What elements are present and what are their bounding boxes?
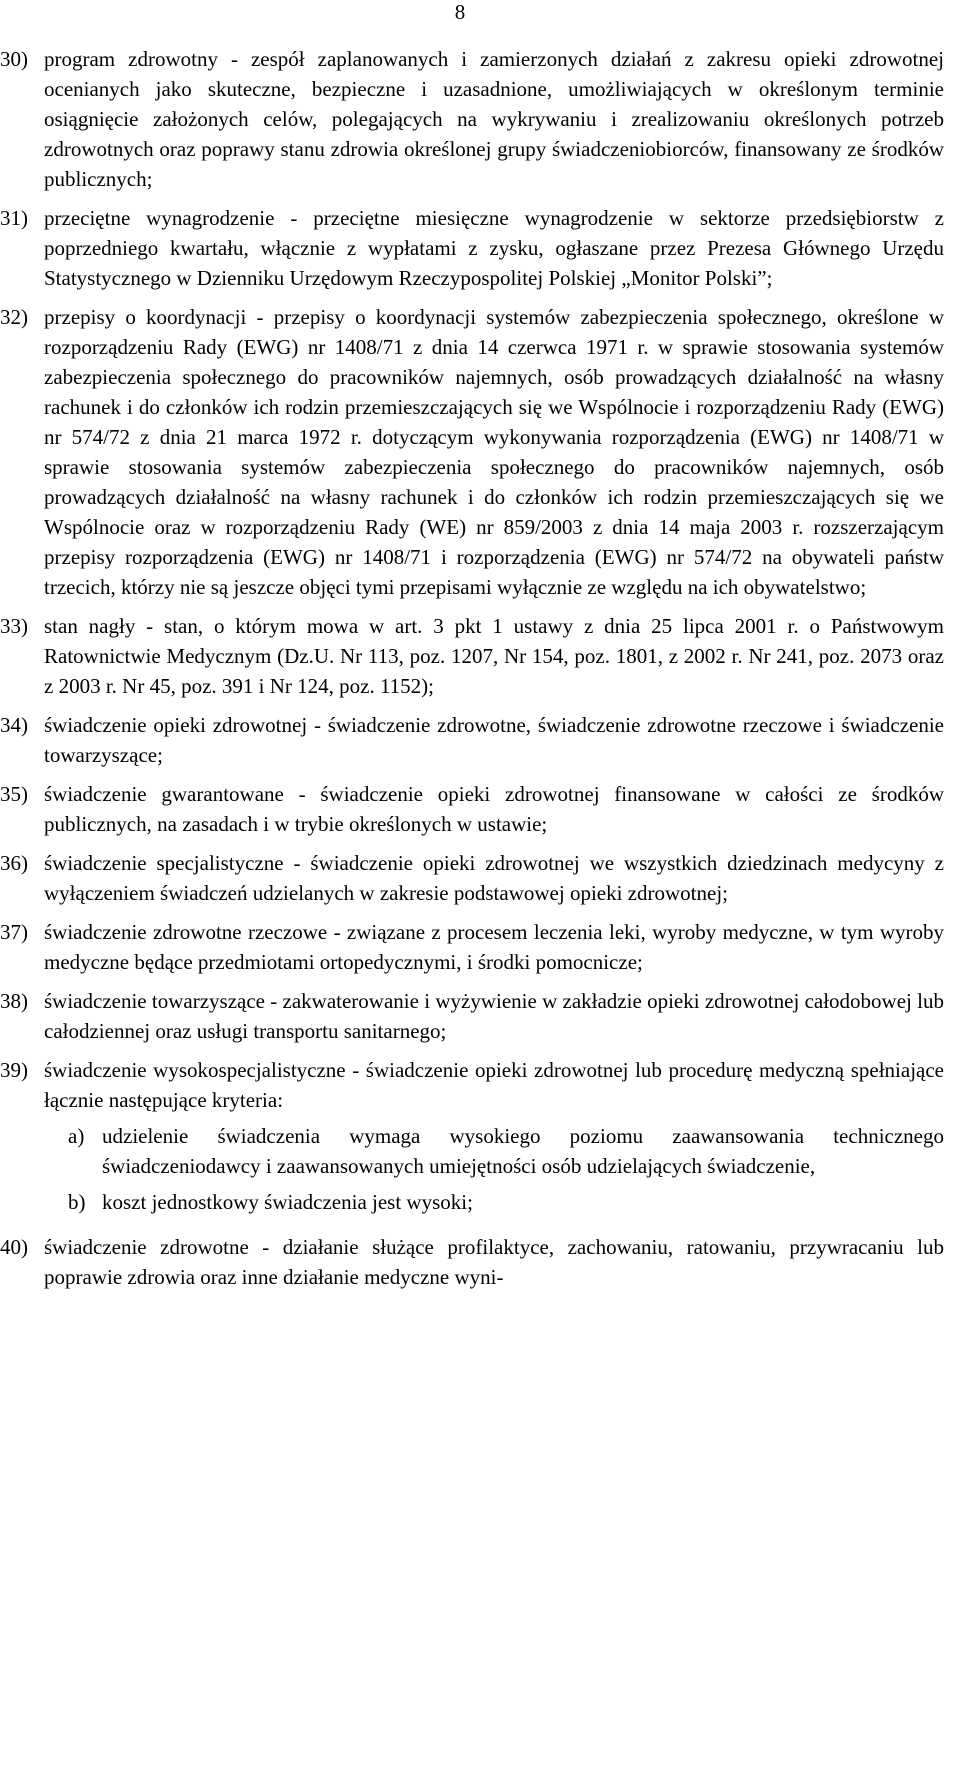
item-number: 39)	[0, 1058, 28, 1082]
definition-item-35	[0, 779, 944, 839]
definition-item-39	[0, 1055, 944, 1223]
item-number: 35)	[0, 782, 28, 806]
item-text: stan nagły - stan, o którym mowa w art. 3 pkt 1 ustawy z dnia 25 lipca 2001 r. o Państwowym Ratownictwie Medycznym (Dz.U. Nr 113, poz. 1207, Nr 154, poz. 1801, z 2002 r. Nr 241, poz. 2073 oraz z 2003 r. Nr 45, poz. 391 i Nr 124, poz. 1152);	[44, 614, 944, 698]
item-number: 40)	[0, 1235, 28, 1259]
criteria-item-a	[68, 1121, 944, 1181]
page-number: 8	[454, 0, 466, 24]
item-number: 31)	[0, 206, 28, 230]
definition-item-34	[0, 710, 944, 770]
item-text: świadczenie specjalistyczne - świadczenie opieki zdrowotnej we wszystkich dziedzinach medycyny z wyłączeniem świadczeń udzielanych w zakresie podstawowej opieki zdrowotnej;	[44, 851, 944, 905]
item-number: 37)	[0, 920, 28, 944]
sub-item-letter: b)	[68, 1190, 86, 1214]
item-number: 33)	[0, 614, 28, 638]
item-number: 34)	[0, 713, 28, 737]
sub-item-text: koszt jednostkowy świadczenia jest wysoki;	[102, 1190, 473, 1214]
document-body	[0, 44, 944, 1301]
item-body	[44, 1055, 944, 1223]
item-text: świadczenie gwarantowane - świadczenie opieki zdrowotnej finansowane w całości ze środków publicznych, na zasadach i w trybie określonych w ustawie;	[44, 782, 944, 836]
item-number: 30)	[0, 47, 28, 71]
item-number: 38)	[0, 989, 28, 1013]
item-text: świadczenie zdrowotne rzeczowe - związane z procesem leczenia leki, wyroby medyczne, w tym wyroby medyczne będące przedmiotami ortopedycznymi, i środki pomocnicze;	[44, 920, 944, 974]
item-number: 36)	[0, 851, 28, 875]
item-text: przepisy o koordynacji - przepisy o koordynacji systemów zabezpieczenia społecznego, określone w rozporządzeniu Rady (EWG) nr 1408/71 z dnia 14 czerwca 1971 r. w sprawie stosowania systemów zabezpieczenia społecznego do pracowników najemnych, osób prowadzących działalność na własny rachunek i do członków ich rodzin przemieszczających się we Wspólnocie i rozporządzeniu Rady (EWG) nr 574/72 z dnia 21 marca 1972 r. dotyczącym wykonywania rozporządzenia (EWG) nr 1408/71 w sprawie stosowania systemów zabezpieczenia społecznego do pracowników najemnych, osób prowadzących działalność na własny rachunek i do członków ich rodzin przemieszczających się we Wspólnocie oraz w rozporządzeniu Rady (WE) nr 859/2003 z dnia 14 maja 2003 r. rozszerzającym przepisy rozporządzenia (EWG) nr 1408/71 i rozporządzenia (EWG) nr 574/72 na obywateli państw trzecich, którzy nie są jeszcze objęci tymi przepisami wyłącznie ze względu na ich obywatelstwo;	[44, 305, 944, 599]
sub-item-letter: a)	[68, 1124, 85, 1148]
definition-item-30	[0, 44, 944, 194]
sub-item-text: udzielenie świadczenia wymaga wysokiego poziomu zaawansowania technicznego świadczeniodawcy i zaawansowanych umiejętności osób udzielających świadczenie,	[102, 1124, 944, 1178]
item-text: świadczenie zdrowotne - działanie służące profilaktyce, zachowaniu, ratowaniu, przywracaniu lub poprawie zdrowia oraz inne działanie medyczne wyni-	[44, 1235, 944, 1289]
item-text: przeciętne wynagrodzenie - przeciętne miesięczne wynagrodzenie w sektorze przedsiębiorstw z poprzedniego kwartału, włącznie z wypłatami z zysku, ogłaszane przez Prezesa Głównego Urzędu Statystycznego w Dzienniku Urzędowym Rzeczypospolitej Polskiej „Monitor Polski”;	[44, 206, 944, 290]
item-text: świadczenie opieki zdrowotnej - świadczenie zdrowotne, świadczenie zdrowotne rzeczowe i świadczenie towarzyszące;	[44, 713, 944, 767]
definition-item-36	[0, 848, 944, 908]
item-number: 32)	[0, 305, 28, 329]
definition-item-37	[0, 917, 944, 977]
criteria-list	[68, 1121, 944, 1217]
definition-item-33	[0, 611, 944, 701]
criteria-item-b	[68, 1187, 944, 1217]
item-text: świadczenie towarzyszące - zakwaterowanie i wyżywienie w zakładzie opieki zdrowotnej całodobowej lub całodziennej oraz usługi transportu sanitarnego;	[44, 989, 944, 1043]
definition-item-32	[0, 302, 944, 602]
definition-item-31	[0, 203, 944, 293]
item-text: program zdrowotny - zespół zaplanowanych i zamierzonych działań z zakresu opieki zdrowotnej ocenianych jako skuteczne, bezpieczne i uzasadnione, umożliwiających w określonym terminie osiągnięcie założonych celów, polegających na wykrywaniu i zrealizowaniu określonych potrzeb zdrowotnych oraz poprawy stanu zdrowia określonej grupy świadczeniobiorców, finansowany ze środków publicznych;	[44, 47, 944, 191]
definition-item-38	[0, 986, 944, 1046]
definition-item-40	[0, 1232, 944, 1292]
item-text: świadczenie wysokospecjalistyczne - świadczenie opieki zdrowotnej lub procedurę medyczną spełniające łącznie następujące kryteria:	[44, 1058, 944, 1112]
